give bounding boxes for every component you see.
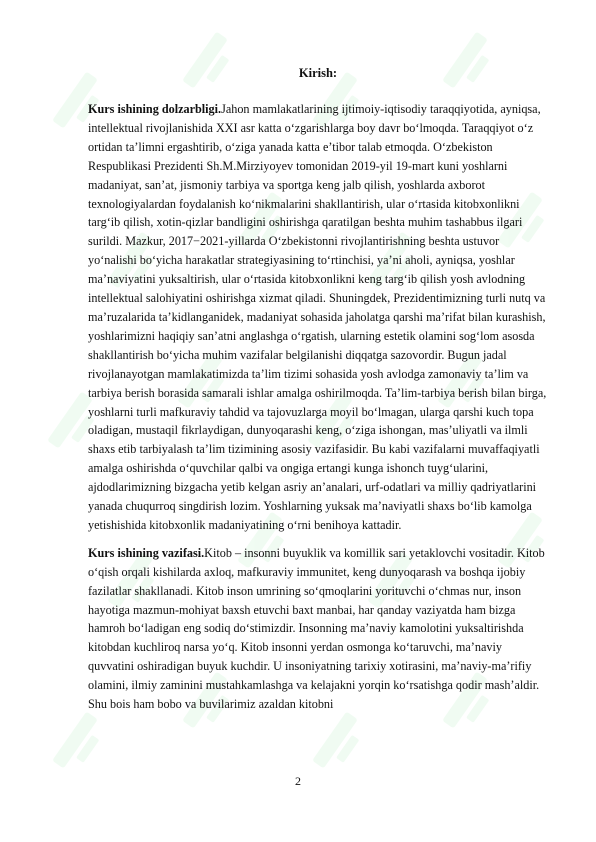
- section-text: Kitob – insonni buyuklik va komillik sari yetaklovchi vositadir. Kitob o‘qish orqali kishilarda axloq, mafkuraviy immunitet, keng dunyoqarash va boshqa ijobiy fazilatlar shakllanadi. Kitob inson umrining so‘qmoqlarini yorituvchi o‘chmas nur, inson hayotiga mazmun-mohiyat baxsh etuvchi baxt manbai, har qanday vaziyatda ham bizga hamroh bo‘ladigan eng sodiq do‘stimizdir. Insonning ma’naviy kamolotini yuksaltirishda kitobdan kuchliroq narsa yo‘q. Kitob insonni yerdan osmonga ko‘taruvchi, ma’naviy quvvatini oshiradigan buyuk kuchdir. U insoniyatning tarixiy xotirasini, ma’naviy-ma’rifiy olamini, ilmiy zaminini mustahkamlashga va kelajakni yorqin ko‘rsatishga qodir mash’aldir. Shu bois ham bobo va buvilarimiz azaldan kitobni: [88, 545, 545, 712]
- page-number: 2: [295, 774, 301, 788]
- section-heading: Kurs ishining dolzarbligi.: [88, 102, 222, 116]
- section-task: [88, 544, 548, 714]
- document-body: [88, 64, 548, 714]
- watermark-mark: [52, 711, 109, 776]
- section-relevance: [88, 100, 548, 535]
- page-title: Kirish:: [298, 66, 338, 80]
- section-text: Jahon mamlakatlarining ijtimoiy-iqtisodiy taraqqiyotida, ayniqsa, intellektual rivojlanishida XXI asr katta o‘zgarishlarga boy davr bo‘lmoqda. Taraqqiyot o‘z ortidan ta’limni ergashtirib, o‘ziga yanada katta e’tibor talab etmoqda. O‘zbekiston Respublikasi Prezidenti Sh.M.Mirziyoyev tomonidan 2019-yil 19-mart kuni yoshlarni madaniyat, san’at, jismoniy tarbiya va sportga keng jalb qilish, yoshlarda axborot texnologiyalardan foydalanish ko‘nikmalarini shakllantirish, ular o‘rtasida kitobxonlikni targ‘ib qilish, xotin-qizlar bandligini oshirishga qaratilgan beshta muhim tashabbus ilgari surildi. Mazkur, 2017−2021-yillarda O‘zbekistonni rivojlantirishning beshta ustuvor yo‘nalishi bo‘yicha harakatlar strategiyasining to‘rtinchisi, ya’ni aholi, ayniqsa, yoshlar ma’naviyatini yuksaltirish, ular o‘rtasida kitobxonlikni keng targ‘ib qilish yosh avlodning intellektual salohiyatini oshirishga xizmat qiladi. Shuningdek, Prezidentimizning turli nutq va ma’ruzalarida ta’kidlanganidek, madaniyat sohasida jaholatga qarshi ma’rifat bilan kurashish, yoshlarimizni haqiqiy san’atni anglashga o‘rgatish, ularning estetik olamini sog‘lom asosda shakllantirish bo‘yicha muhim vazifalar belgilanishi diqqatga sazovordir. Bugun jadal rivojlanayotgan mamlakatimizda ta’lim tizimi sohasida yosh avlodga zamonaviy ta’lim va tarbiya berish borasida samarali ishlar amalga oshirilmoqda. Ta’lim-tarbiya berish bilan birga, yoshlarni turli mafkuraviy tahdid va tajovuzlarga moyil bo‘lmagan, ularga qarshi kuch topa oladigan, mustaqil fikrlaydigan, dunyoqarashi keng, o‘ziga ishongan, mas’uliyatli va ilmli shaxs etib tarbiyalash ta’lim tizimining asosiy vazifasidir. Bu kabi vazifalarni muvaffaqiyatli amalga oshirishda o‘quvchilar qalbi va ongiga ertangi kunga ishonch tuyg‘ularini, ajdodlarimizning bizgacha yetib kelgan asriy an’analari, urf-odatlari va milliy qadriyatlarini yanada chuqurroq singdirish lozim. Yoshlarning yuksak ma’naviyatli shaxs bo‘lib kamolga yetishishida kitobxonlik madaniyatining o‘rni benihoya kattadir.: [88, 102, 547, 532]
- watermark-mark: [312, 711, 369, 776]
- section-heading: Kurs ishining vazifasi.: [88, 545, 205, 560]
